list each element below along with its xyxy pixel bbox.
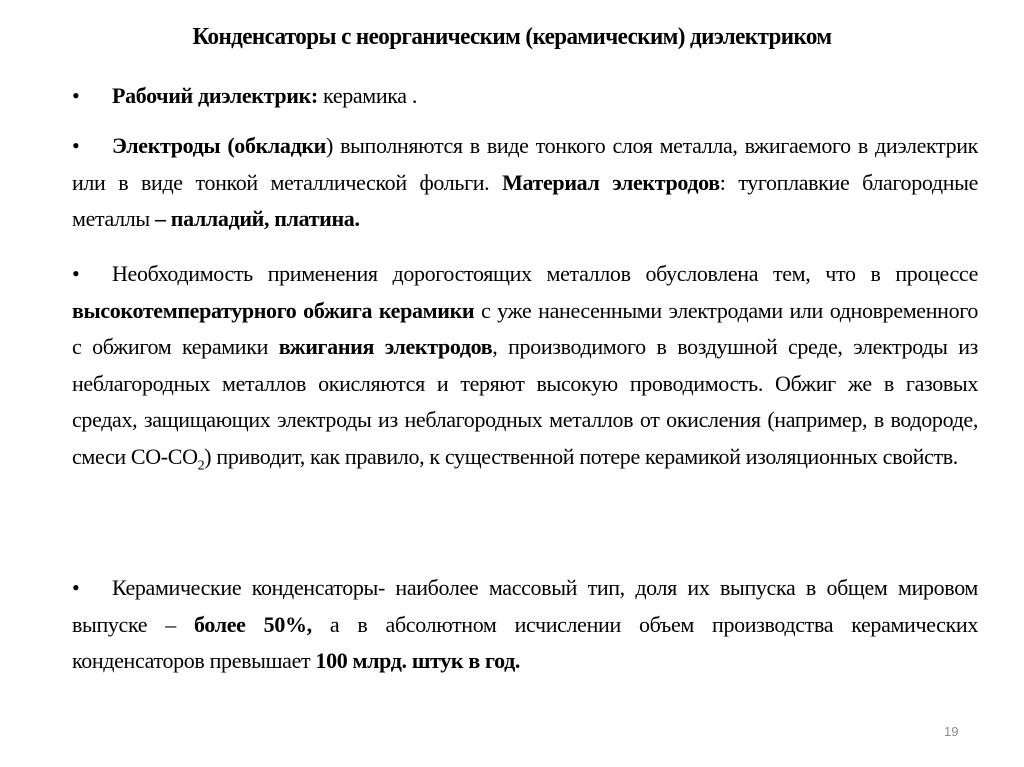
bold-text: Материал электродов [502, 169, 720, 195]
bold-text: 100 млрд. штук в год. [315, 648, 521, 673]
bullet-item-dielectric [72, 78, 978, 115]
bold-text: – палладий, платина. [154, 206, 360, 231]
bullet-item-electrodes [72, 128, 978, 238]
text: а в абсолютном исчислении объем производства керамических конденсаторов превышает [72, 611, 978, 673]
bold-text: вжигания электродов [278, 334, 493, 359]
text: Необходимость применения дорогостоящих металлов обусловлена тем, что в процессе [112, 261, 978, 286]
text: керамика . [317, 83, 418, 108]
bold-text: высокотемпературного обжига керамики [72, 297, 475, 323]
bold-text: Электроды (обкладки [112, 133, 327, 158]
slide-title: Конденсаторы с неорганическим (керамическим) диэлектриком [192, 24, 832, 50]
bold-text: Рабочий диэлектрик: [112, 83, 318, 108]
text: , производимого в воздушной среде, электроды из неблагородных металлов окисляются и теряют высокую проводимость. Обжиг же в газовых средах, защищающих электроды из неблагородных металлов от окисления (например, в водороде, смеси CO-CO [72, 334, 978, 469]
text: : тугоплавкие благородные металлы [72, 169, 978, 231]
bullet-item-ceramic-share [72, 570, 978, 680]
subscript: 2 [197, 457, 205, 473]
bullet-icon: • [72, 575, 80, 600]
bullet-icon: • [72, 133, 80, 158]
page-number: 19 [944, 724, 959, 739]
bullet-item-metals-necessity [72, 256, 978, 475]
bullet-icon: • [72, 261, 80, 286]
bullet-icon: • [72, 83, 80, 108]
bold-text: более 50%, [194, 611, 312, 637]
text: ) приводит, как правило, к существенной потере керамикой изоляционных свойств. [204, 443, 958, 469]
text: ) выполняются в виде тонкого слоя металла, вжигаемого в диэлектрик или в виде тонкой металлической фольги. [72, 133, 978, 195]
text: с уже нанесенными электродами или одновременного с обжигом керамики [72, 297, 978, 359]
text: Керамические конденсаторы- наиболее массовый тип, доля их выпуска в общем мировом выпуске – [72, 575, 978, 637]
